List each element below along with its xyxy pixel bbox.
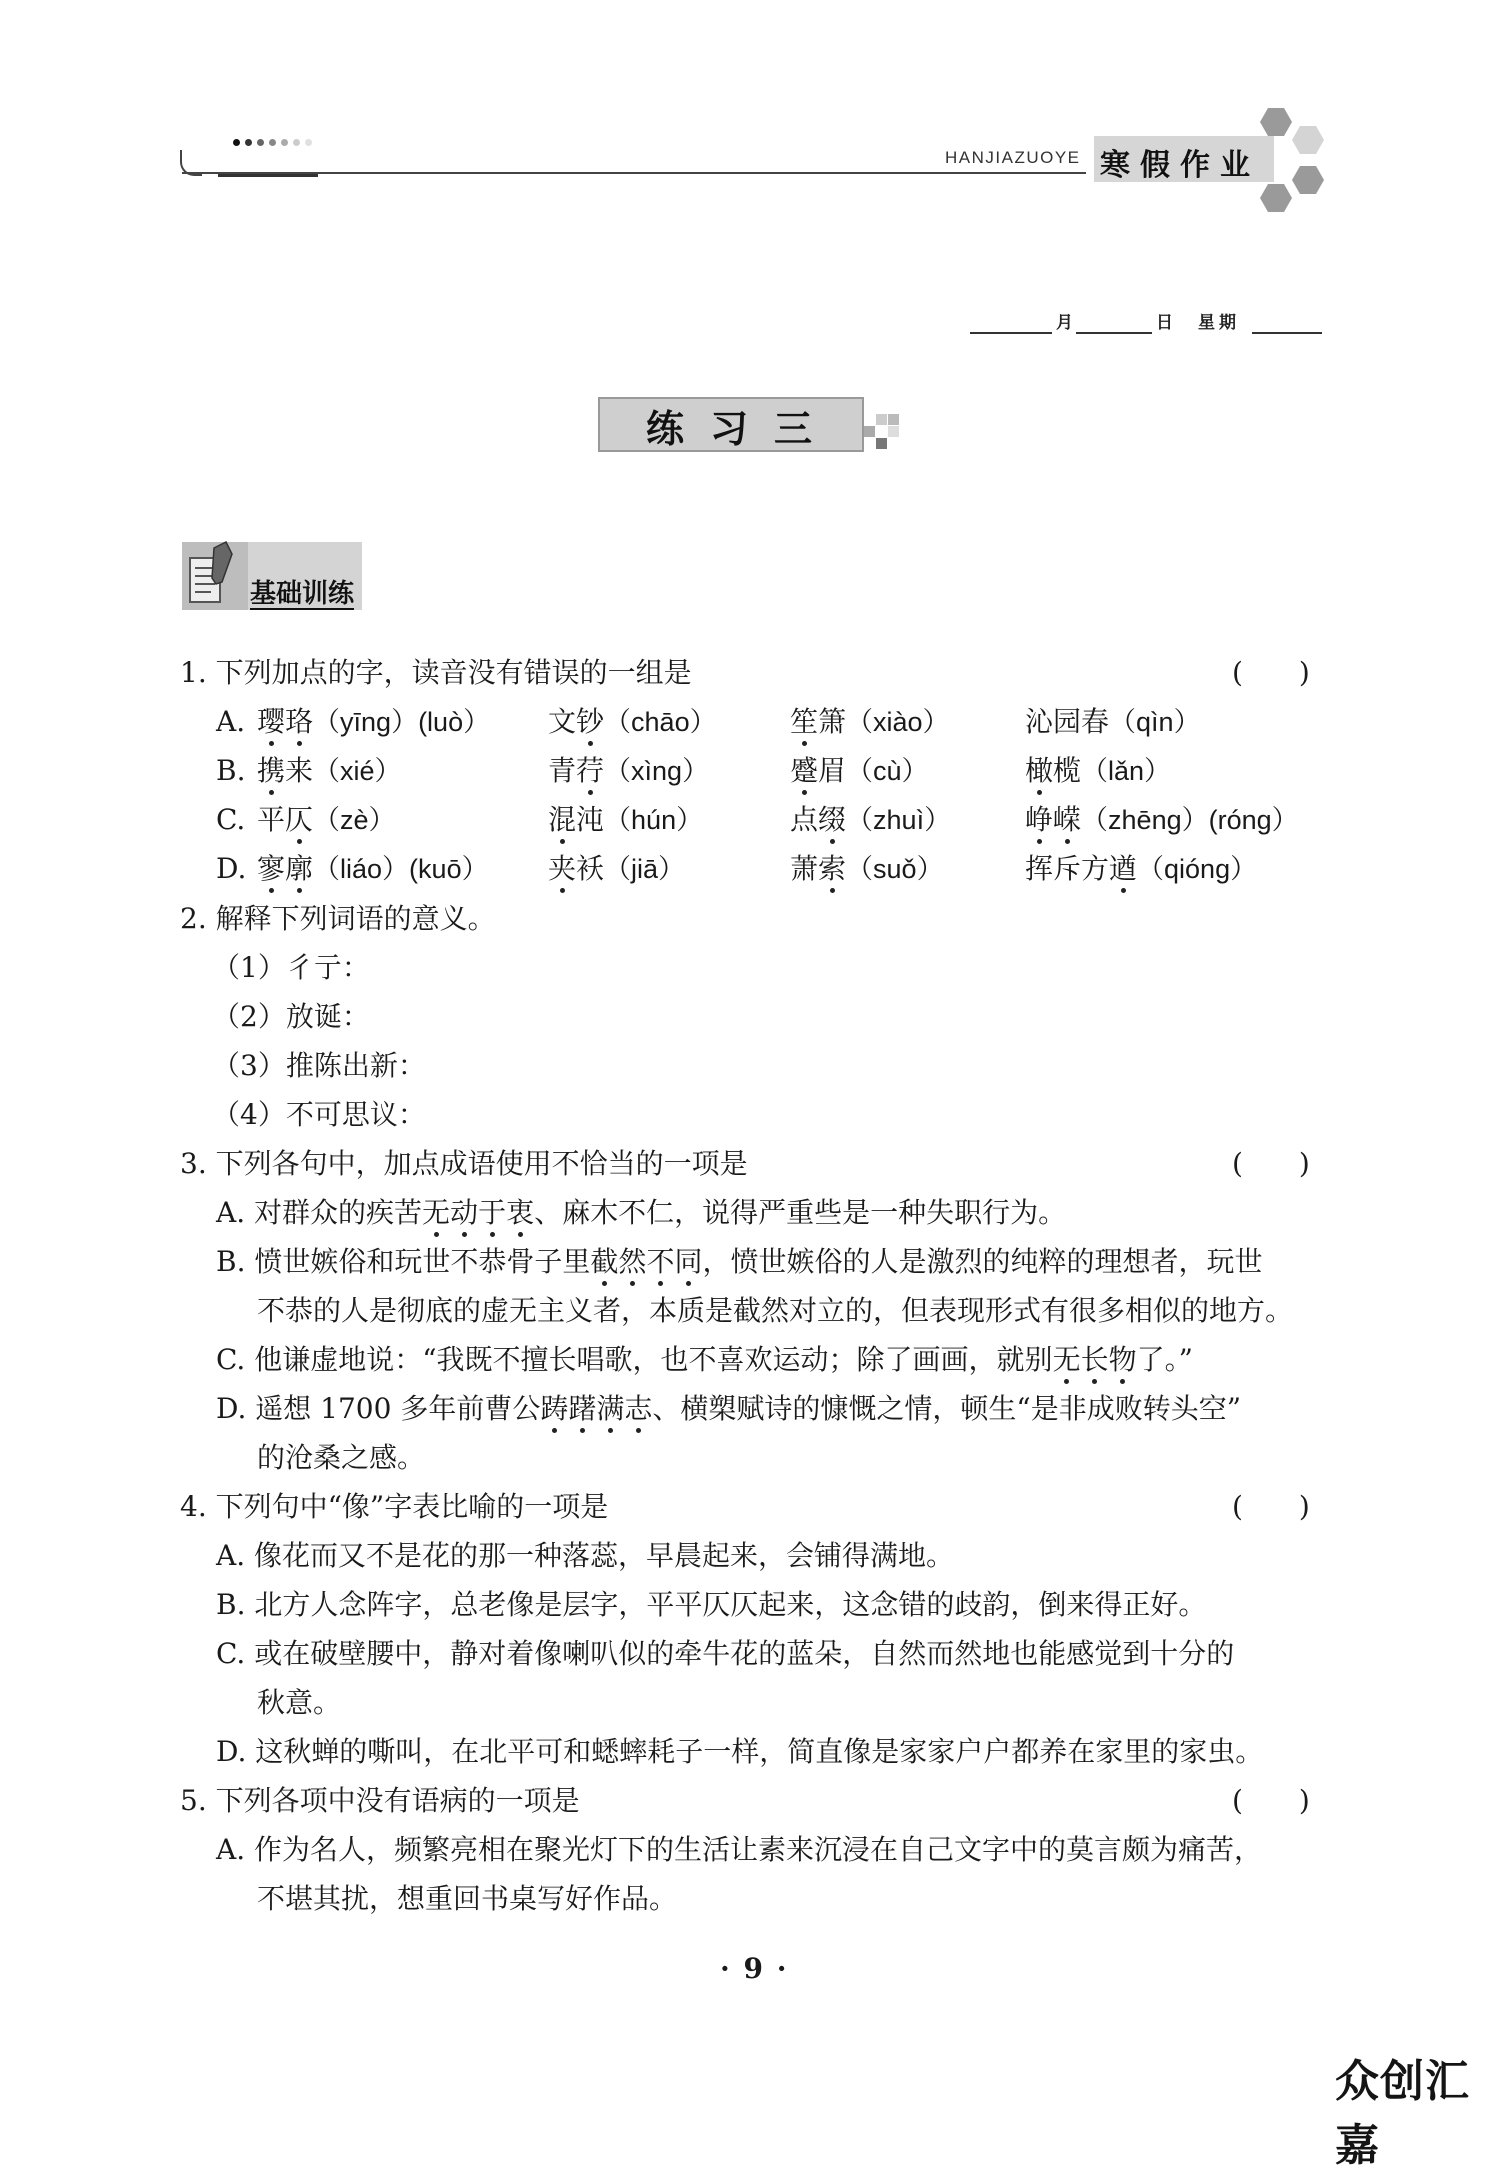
page-number: · 9 · xyxy=(720,1952,789,1985)
q3-stem: 3. 下列各句中，加点成语使用不恰当的一项是 xyxy=(180,1147,748,1180)
q3-d-emphasis xyxy=(540,1392,652,1425)
q1-word-item xyxy=(548,754,709,788)
q2-stem: 2. 解释下列词语的意义。 xyxy=(180,902,496,935)
q1-word-item xyxy=(548,705,717,739)
emphasis-char: 荇 xyxy=(576,754,605,787)
pinyin: （qióng） xyxy=(1137,854,1258,884)
q4-option-c: C. 或在破壁腰中，静对着像喇叭似的牵牛花的蓝朵，自然而然地也能感觉到十分的 xyxy=(216,1637,1235,1670)
q1-option-label: C. xyxy=(216,803,246,836)
q5-option-a: A. 作为名人，频繁亮相在聚光灯下的生活让素来沉浸在自己文字中的莫言颇为痛苦， xyxy=(216,1833,1263,1866)
q1-word-item xyxy=(548,803,703,837)
emphasis-char: 长 xyxy=(1080,1343,1109,1376)
word-text: 榄 xyxy=(1053,754,1082,787)
pinyin: （xié） xyxy=(313,756,402,786)
header-underbar xyxy=(218,174,318,177)
q1-word-item xyxy=(548,852,685,886)
day-label: 日 xyxy=(1156,313,1173,333)
emphasis-char: 动 xyxy=(450,1196,479,1229)
emphasis-char: 嵘 xyxy=(1053,803,1082,836)
word-text: 文 xyxy=(548,705,577,738)
emphasis-char: 物 xyxy=(1108,1343,1137,1376)
q3-option-c: C. 他谦虚地说：“我既不擅长唱歌，也不喜欢运动；除了画画，就别无长物了。” xyxy=(216,1343,1193,1376)
q3-b-emphasis xyxy=(590,1245,702,1278)
emphasis-char: 混 xyxy=(548,803,577,836)
q3-option-a: A. 对群众的疾苦无动于衷、麻木不仁，说得严重些是一种失职行为。 xyxy=(216,1196,1067,1229)
word-text: 挥斥方 xyxy=(1025,852,1110,885)
subheading-title: 基础训练 xyxy=(250,579,355,609)
emphasis-char: 珞 xyxy=(285,705,314,738)
q3-a-emphasis xyxy=(422,1196,534,1229)
emphasis-char: 携 xyxy=(257,754,286,787)
q1-option-label: B. xyxy=(216,754,246,787)
emphasis-char: 然 xyxy=(618,1245,647,1278)
word-text: 沌 xyxy=(576,803,605,836)
emphasis-char: 廓 xyxy=(285,852,314,885)
emphasis-char: 无 xyxy=(1052,1343,1081,1376)
q1-option-label: D. xyxy=(216,852,247,885)
header-latin-title: HANJIAZUOYE xyxy=(945,148,1081,167)
pinyin: （jiā） xyxy=(604,854,686,884)
q4-answer-bracket[interactable]: ( ) xyxy=(1232,1490,1310,1523)
watermark: 众创汇嘉 xyxy=(1335,2056,1470,2171)
q2-item-3: （3）推陈出新： xyxy=(212,1049,426,1082)
emphasis-char: 同 xyxy=(674,1245,703,1278)
notebook-pencil-icon xyxy=(186,538,242,608)
emphasis-char: 志 xyxy=(624,1392,653,1425)
pinyin: （zè） xyxy=(313,805,396,835)
q1-word-item xyxy=(790,754,929,788)
q1-word-item xyxy=(790,803,951,837)
pinyin: （xiào） xyxy=(846,707,950,737)
q5-option-a-line2: 不堪其扰，想重回书桌写好作品。 xyxy=(257,1882,678,1915)
month-label: 月 xyxy=(1056,313,1073,333)
pinyin: （qìn） xyxy=(1109,707,1201,737)
emphasis-char: 躇 xyxy=(568,1392,597,1425)
emphasis-char: 仄 xyxy=(285,803,314,836)
emphasis-char: 笙 xyxy=(790,705,819,738)
pinyin: （liáo）(kuō） xyxy=(313,854,489,884)
emphasis-char: 索 xyxy=(818,852,847,885)
emphasis-char: 缀 xyxy=(818,803,847,836)
q3-option-b-line2: 不恭的人是彻底的虚无主义者，本质是截然对立的，但表现形式有很多相似的地方。 xyxy=(257,1294,1294,1327)
q1-word-item xyxy=(257,852,489,886)
word-text: 点 xyxy=(790,803,819,836)
pinyin: （cù） xyxy=(846,756,929,786)
pinyin: （suǒ） xyxy=(846,854,944,884)
q5-answer-bracket[interactable]: ( ) xyxy=(1232,1784,1310,1817)
word-text: 眉 xyxy=(818,754,847,787)
q1-answer-bracket[interactable]: ( ) xyxy=(1232,656,1310,689)
date-fill-row xyxy=(970,306,1322,340)
header-title: 寒假作业 xyxy=(1100,148,1260,183)
emphasis-char: 不 xyxy=(646,1245,675,1278)
q3-option-d: D. 遥想 1700 多年前曹公踌躇满志、横槊赋诗的慷慨之情，顿生“是非成败转头空” xyxy=(216,1392,1242,1425)
word-text: 袄 xyxy=(576,852,605,885)
emphasis-char: 夹 xyxy=(548,852,577,885)
q1-word-item xyxy=(790,705,950,739)
word-text: 来 xyxy=(285,754,314,787)
q4-option-b: B. 北方人念阵字，总老像是层字，平平仄仄起来，这念错的歧韵，倒来得正好。 xyxy=(216,1588,1207,1621)
q1-option-label: A. xyxy=(216,705,246,738)
emphasis-char: 遒 xyxy=(1109,852,1138,885)
emphasis-char: 蹙 xyxy=(790,754,819,787)
word-text: 萧 xyxy=(790,852,819,885)
month-blank[interactable] xyxy=(970,332,1052,334)
emphasis-char: 踌 xyxy=(540,1392,569,1425)
word-text: 沁园 xyxy=(1025,705,1082,738)
q4-option-c-line2: 秋意。 xyxy=(257,1686,342,1719)
hexagon-decoration-icon xyxy=(1240,104,1340,222)
q5-stem: 5. 下列各项中没有语病的一项是 xyxy=(180,1784,580,1817)
pinyin: （xìng） xyxy=(604,756,710,786)
emphasis-char: 截 xyxy=(590,1245,619,1278)
q1-word-item xyxy=(257,803,396,837)
pinyin: （chāo） xyxy=(604,707,717,737)
day-blank[interactable] xyxy=(1076,332,1152,334)
q2-item-1: （1）彳亍： xyxy=(212,951,370,984)
word-text: 春 xyxy=(1081,705,1110,738)
q3-c-emphasis xyxy=(1053,1343,1137,1376)
emphasis-char: 满 xyxy=(596,1392,625,1425)
q4-option-a: A. 像花而又不是花的那一种落蕊，早晨起来，会铺得满地。 xyxy=(216,1539,955,1572)
weekday-label: 星期 xyxy=(1198,313,1240,333)
q3-answer-bracket[interactable]: ( ) xyxy=(1232,1147,1310,1180)
q3-option-b: B. 愤世嫉俗和玩世不恭骨子里截然不同，愤世嫉俗的人是激烈的纯粹的理想者，玩世 xyxy=(216,1245,1263,1278)
pinyin: （zhēng）(róng） xyxy=(1081,805,1299,835)
q4-option-d: D. 这秋蝉的嘶叫，在北平可和蟋蟀耗子一样，简直像是家家户户都养在家里的家虫。 xyxy=(216,1735,1264,1768)
word-text: 青 xyxy=(548,754,577,787)
emphasis-char: 璎 xyxy=(257,705,286,738)
q4-stem: 4. 下列句中“像”字表比喻的一项是 xyxy=(180,1490,609,1523)
word-text: 箫 xyxy=(818,705,847,738)
q3-option-d-line2: 的沧桑之感。 xyxy=(257,1441,426,1474)
q1-word-item xyxy=(790,852,944,886)
emphasis-char: 钞 xyxy=(576,705,605,738)
emphasis-char: 于 xyxy=(478,1196,507,1229)
q1-word-item xyxy=(1025,705,1201,739)
q2-item-4: （4）不可思议： xyxy=(212,1098,426,1131)
emphasis-char: 无 xyxy=(422,1196,451,1229)
emphasis-char: 寥 xyxy=(257,852,286,885)
pinyin: （hún） xyxy=(604,805,704,835)
q1-word-item xyxy=(1025,852,1257,886)
q1-stem: 1. 下列加点的字，读音没有错误的一组是 xyxy=(180,656,692,689)
emphasis-char: 橄 xyxy=(1025,754,1054,787)
q1-word-item xyxy=(1025,803,1299,837)
q1-word-item xyxy=(257,754,402,788)
pinyin: （yīng）(luò） xyxy=(313,707,491,737)
section-title: 练习三 xyxy=(645,406,838,451)
q1-word-item xyxy=(257,705,490,739)
pinyin: （lǎn） xyxy=(1081,756,1172,786)
pinyin: （zhuì） xyxy=(846,805,952,835)
word-text: 平 xyxy=(257,803,286,836)
weekday-blank[interactable] xyxy=(1252,332,1322,334)
emphasis-char: 衷 xyxy=(506,1196,535,1229)
q2-item-2: （2）放诞： xyxy=(212,1000,370,1033)
emphasis-char: 峥 xyxy=(1025,803,1054,836)
q1-word-item xyxy=(1025,754,1171,788)
